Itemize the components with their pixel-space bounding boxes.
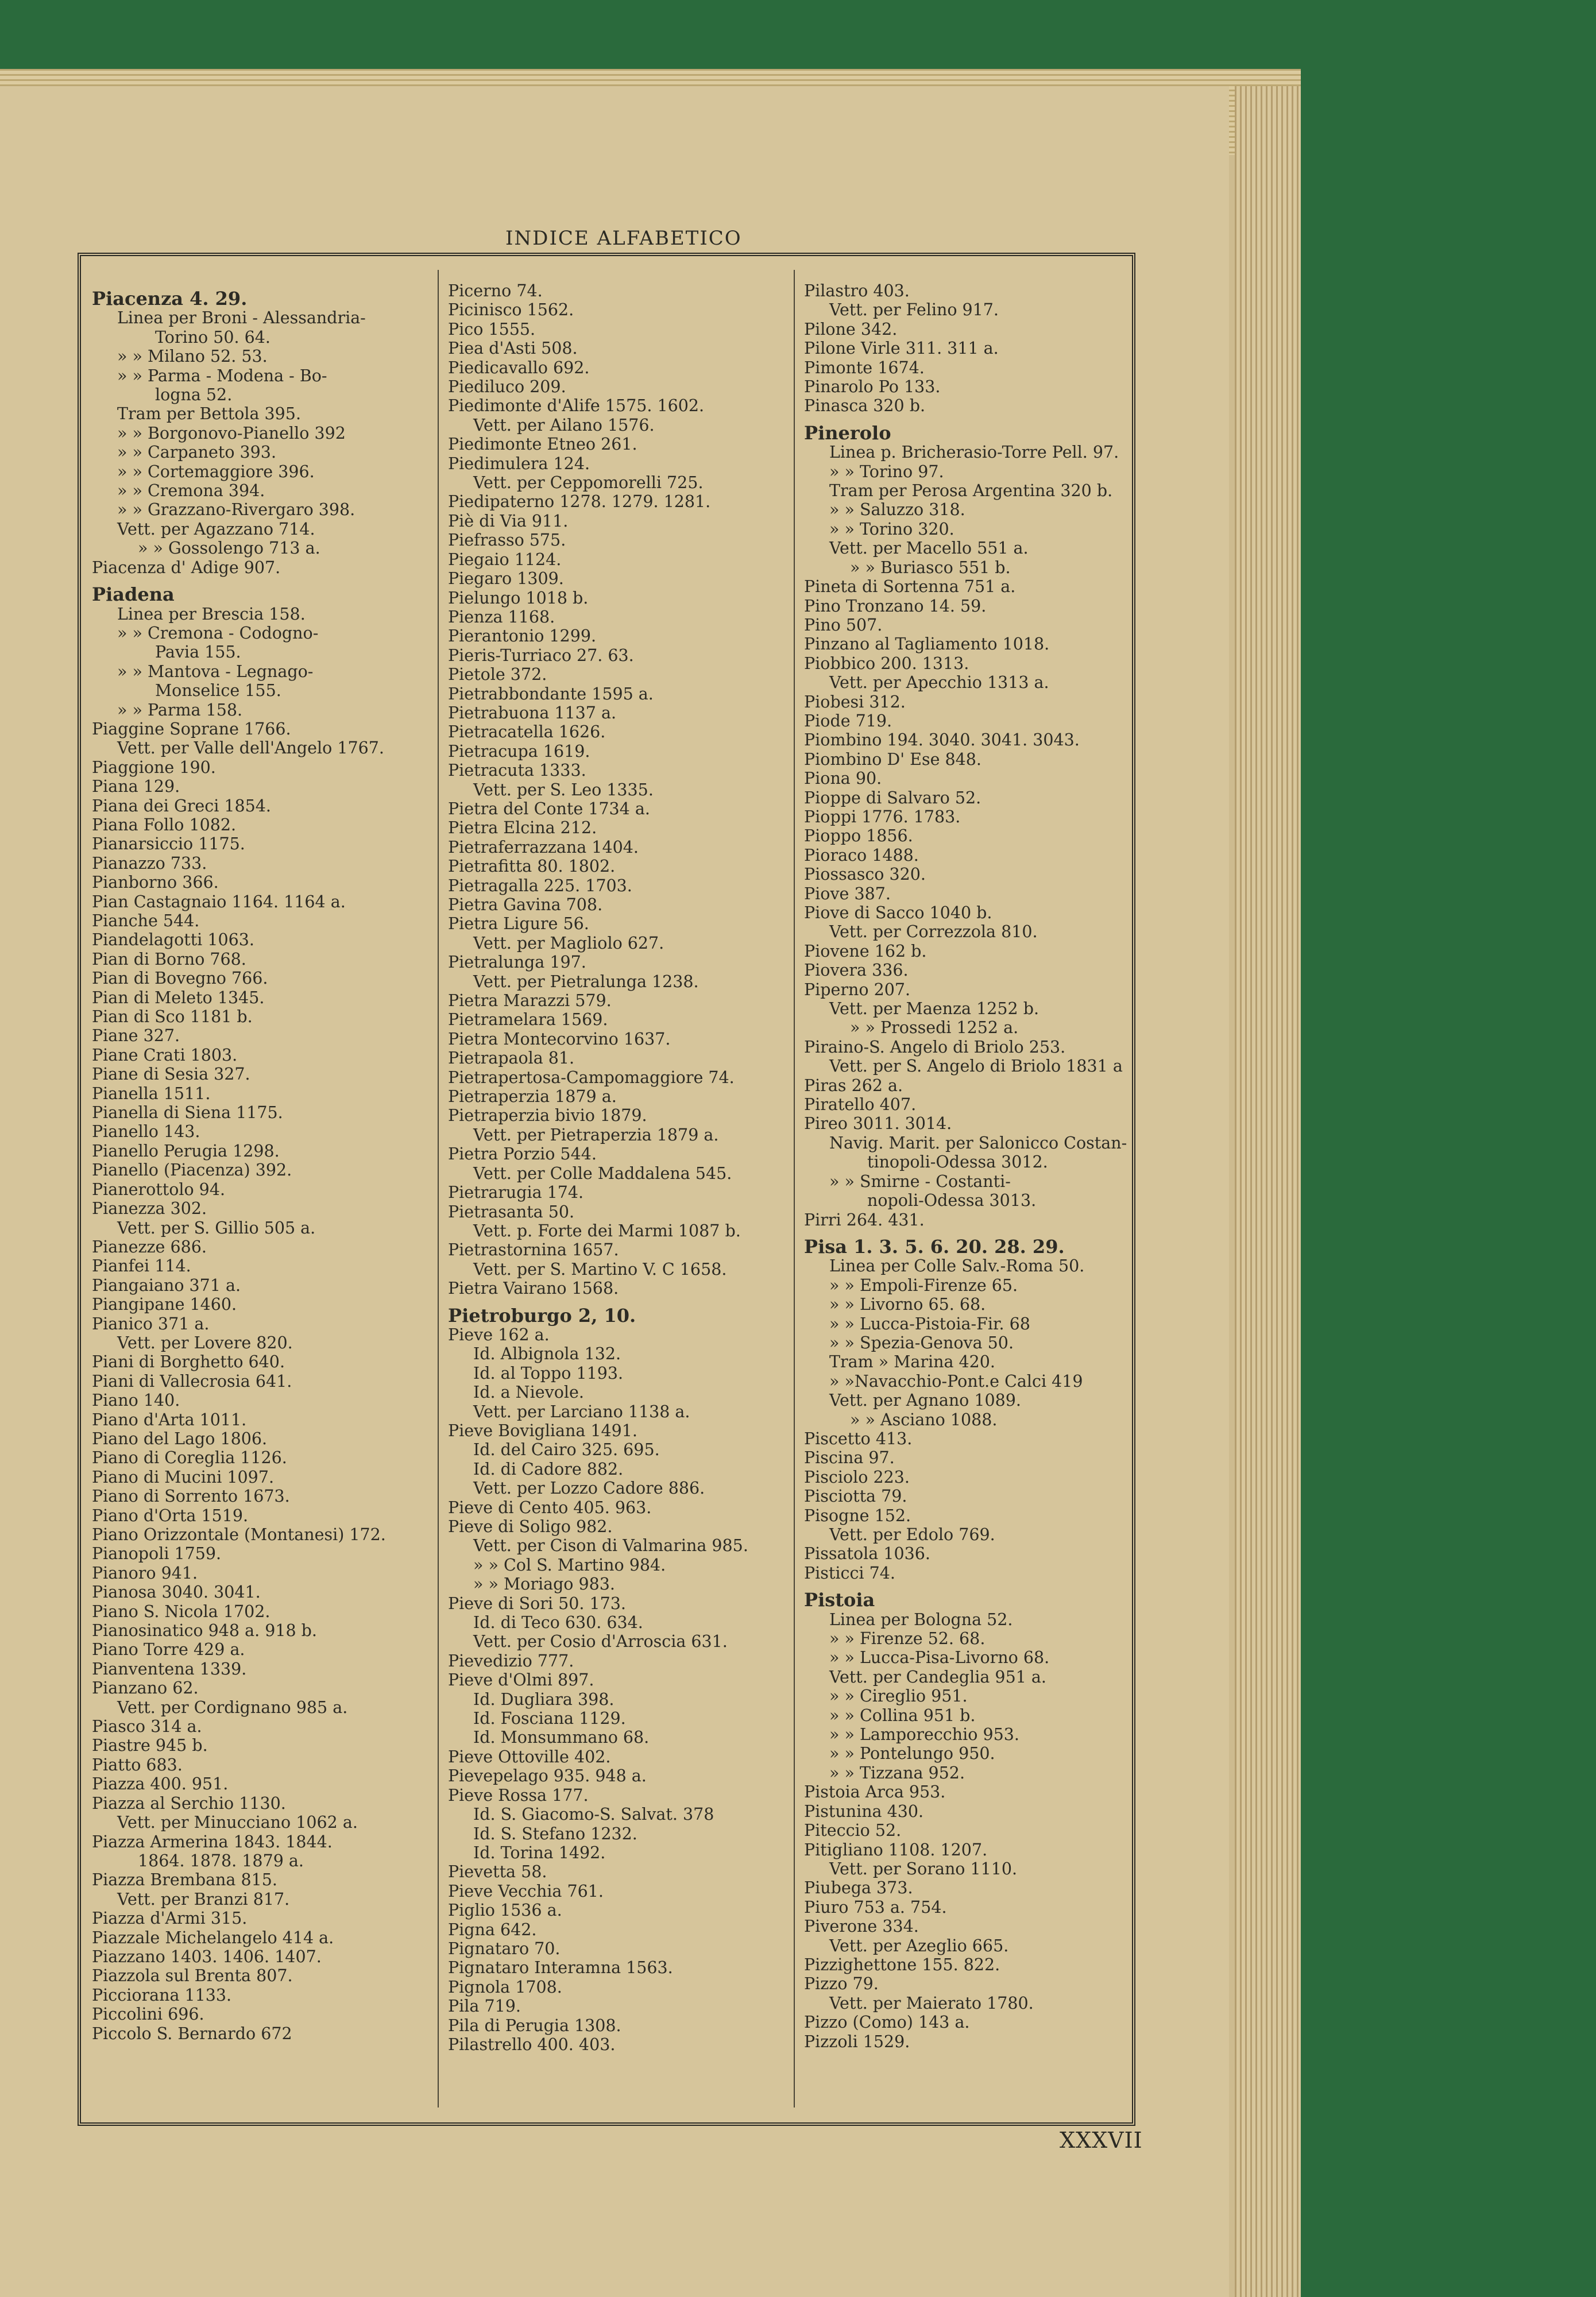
index-entry: Piode 719. [804, 711, 892, 730]
index-entry: Pinasca 320 b. [804, 396, 926, 416]
index-entry: Pierantonio 1299. [448, 627, 597, 646]
index-entry: Pistoia Arca 953. [804, 1782, 946, 1802]
index-entry: Piangipane 1460. [92, 1295, 237, 1314]
index-entry: Piedimonte Etneo 261. [448, 435, 637, 454]
index-entry: Linea per Colle Salv.-Roma 50. [829, 1256, 1085, 1276]
index-entry: Piazza Armerina 1843. 1844. [92, 1832, 333, 1851]
index-entry: Id. di Cadore 882. [473, 1459, 624, 1479]
index-entry: Vett. per Larciano 1138 a. [473, 1402, 690, 1421]
index-entry: Pieve di Soligo 982. [448, 1517, 613, 1536]
index-entry: Id. Fosciana 1129. [473, 1709, 626, 1728]
index-entry: Pietrabbondante 1595 a. [448, 684, 654, 703]
index-entry: Vett. per Agnano 1089. [829, 1391, 1021, 1410]
index-entry: Pavia 155. [155, 643, 241, 662]
index-entry: » » Mantova - Legnago- [117, 662, 314, 681]
index-entry: Id. S. Giacomo-S. Salvat. 378 [473, 1805, 714, 1824]
index-entry: Pian di Meleto 1345. [92, 988, 265, 1007]
index-entry: Linea per Brescia 158. [117, 604, 306, 624]
index-entry: Piè di Via 911. [448, 511, 569, 531]
index-entry: Pila 719. [448, 1997, 521, 2016]
index-entry: Piedimonte d'Alife 1575. 1602. [448, 396, 705, 416]
index-entry: Pietrarugia 174. [448, 1183, 584, 1202]
index-entry: Vett. per S. Leo 1335. [473, 780, 654, 799]
index-entry: Piano Torre 429 a. [92, 1640, 245, 1660]
index-entry: Pisogne 152. [804, 1506, 911, 1525]
index-heading: Pistoia [804, 1589, 875, 1611]
index-entry: Pieve di Cento 405. 963. [448, 1498, 652, 1517]
index-entry: » » Pontelungo 950. [829, 1744, 995, 1764]
index-entry: Piccolo S. Bernardo 672 [92, 2024, 292, 2043]
index-entry: Piegaio 1124. [448, 550, 562, 569]
index-entry: Pieve d'Olmi 897. [448, 1670, 594, 1690]
index-entry: Pianazzo 733. [92, 853, 207, 873]
index-entry: Piane Crati 1803. [92, 1045, 238, 1065]
index-entry: Pino 507. [804, 615, 883, 635]
index-entry: Pilastro 403. [804, 281, 910, 300]
index-entry: » » Torino 320. [829, 519, 954, 539]
index-entry: Pietra Elcina 212. [448, 818, 597, 838]
index-entry: Pignataro Interamna 1563. [448, 1958, 673, 1978]
index-entry: Piana Follo 1082. [92, 815, 237, 834]
index-entry: » »Navacchio-Pont.e Calci 419 [829, 1371, 1083, 1391]
index-entry: » » Livorno 65. 68. [829, 1295, 986, 1314]
index-entry: Id. Monsummano 68. [473, 1728, 650, 1747]
index-entry: Piazza al Serchio 1130. [92, 1793, 286, 1813]
index-entry: Vett. per Minucciano 1062 a. [117, 1813, 358, 1832]
index-entry: Pianoro 941. [92, 1563, 198, 1583]
index-entry: Id. di Teco 630. 634. [473, 1613, 643, 1633]
index-entry: » » Col S. Martino 984. [473, 1555, 666, 1575]
index-entry: Pilastrello 400. 403. [448, 2035, 616, 2054]
index-entry: Id. al Toppo 1193. [473, 1363, 624, 1383]
index-entry: Pico 1555. [448, 319, 536, 339]
index-entry: Vett. per Cordignano 985 a. [117, 1697, 348, 1717]
index-entry: Pianosa 3040. 3041. [92, 1583, 261, 1602]
index-entry: Pienza 1168. [448, 607, 555, 627]
index-entry: Vett. per Edolo 769. [829, 1525, 995, 1544]
index-entry: Piandelagotti 1063. [92, 930, 254, 950]
index-entry: Linea per Broni - Alessandria- [117, 308, 366, 328]
index-entry: Pietra Porzio 544. [448, 1144, 597, 1164]
index-entry: Piedicavallo 692. [448, 358, 590, 377]
index-entry: Piano di Mucini 1097. [92, 1467, 275, 1487]
page-number: XXXVII [1060, 2128, 1143, 2153]
index-entry: Piossasco 320. [804, 865, 926, 884]
index-entry: Vett. per Cison di Valmarina 985. [473, 1536, 748, 1556]
index-entry: Pitigliano 1108. 1207. [804, 1840, 988, 1859]
index-entry: logna 52. [155, 385, 233, 405]
index-entry: Piras 262 a. [804, 1076, 903, 1095]
index-entry: Pissatola 1036. [804, 1544, 930, 1564]
index-entry: Piombino 194. 3040. 3041. 3043. [804, 730, 1080, 750]
index-entry: Pilone Virle 311. 311 a. [804, 339, 999, 358]
index-entry: Pila di Perugia 1308. [448, 2016, 621, 2035]
index-entry: Vett. per S. Angelo di Briolo 1831 a [829, 1057, 1123, 1076]
page-stack-edge [1235, 86, 1301, 2297]
index-entry: Pineta di Sortenna 751 a. [804, 577, 1016, 597]
index-entry: Piazzale Michelangelo 414 a. [92, 1928, 334, 1947]
index-entry: Piasco 314 a. [92, 1717, 202, 1737]
index-entry: Piaggione 190. [92, 757, 216, 777]
index-entry: Piano S. Nicola 1702. [92, 1602, 270, 1621]
index-entry: Pieve Vecchia 761. [448, 1881, 604, 1901]
index-entry: Pietramelara 1569. [448, 1010, 608, 1030]
index-entry: Vett. per Macello 551 a. [829, 539, 1029, 558]
index-entry: Pian Castagnaio 1164. 1164 a. [92, 892, 346, 911]
index-entry: » » Tizzana 952. [829, 1763, 965, 1782]
index-entry: » » Cremona 394. [117, 481, 265, 501]
index-entry: Pizzo 79. [804, 1974, 879, 1994]
index-entry: Vett. per Pietraperzia 1879 a. [473, 1125, 719, 1144]
index-entry: Piazzola sul Brenta 807. [92, 1966, 293, 1986]
index-entry: Piana 129. [92, 777, 180, 796]
index-entry: Pianezze 686. [92, 1237, 207, 1256]
index-entry: Piano di Coreglia 1126. [92, 1448, 287, 1468]
index-entry: Tram per Bettola 395. [117, 404, 301, 424]
index-entry: Pianarsiccio 1175. [92, 834, 245, 854]
index-entry: Pireo 3011. 3014. [804, 1114, 952, 1134]
index-entry: Vett. per Maierato 1780. [829, 1993, 1034, 2013]
index-entry: » » Cireglio 951. [829, 1687, 968, 1706]
index-entry: Pietracuta 1333. [448, 761, 586, 780]
index-entry: Pianzano 62. [92, 1679, 199, 1698]
index-entry: » » Torino 97. [829, 462, 944, 481]
index-entry: » » Parma - Modena - Bo- [117, 366, 327, 385]
index-entry: Piastre 945 b. [92, 1736, 208, 1755]
index-entry: Piedipaterno 1278. 1279. 1281. [448, 492, 711, 512]
index-entry: Vett. per Sorano 1110. [829, 1859, 1018, 1878]
index-entry: Piatto 683. [92, 1755, 183, 1774]
index-entry: Pievepelago 935. 948 a. [448, 1766, 647, 1786]
index-entry: Piazza Brembana 815. [92, 1870, 277, 1890]
index-entry: Pietrastornina 1657. [448, 1240, 619, 1260]
index-entry: Piediluco 209. [448, 377, 566, 397]
index-entry: Pieve Rossa 177. [448, 1785, 589, 1805]
index-column-1 [92, 281, 436, 2043]
index-entry: Pisciotta 79. [804, 1487, 907, 1506]
index-entry: Id. a Nievole. [473, 1383, 584, 1402]
index-entry: Piedimulera 124. [448, 454, 590, 473]
index-entry: Vett. per Magliolo 627. [473, 933, 664, 953]
index-entry: Linea per Bologna 52. [829, 1610, 1013, 1629]
index-entry: Piazzano 1403. 1406. 1407. [92, 1947, 322, 1966]
index-entry: » » Cortemaggiore 396. [117, 462, 315, 481]
index-entry: » » Spezia-Genova 50. [829, 1333, 1014, 1352]
index-entry: Pizzighettone 155. 822. [804, 1955, 1000, 1974]
index-entry: Vett. per S. Martino V. C 1658. [473, 1259, 727, 1279]
index-entry: Piangaiano 371 a. [92, 1275, 241, 1295]
index-entry: Vett. per Agazzano 714. [117, 519, 315, 539]
index-entry: Tram per Perosa Argentina 320 b. [829, 481, 1113, 501]
index-entry: Pian di Borno 768. [92, 949, 246, 969]
index-entry: Pistunina 430. [804, 1801, 924, 1821]
index-entry: Pieve 162 a. [448, 1325, 550, 1344]
index-entry: Pianella di Siena 1175. [92, 1103, 283, 1123]
index-entry: Piona 90. [804, 769, 882, 788]
index-entry: Pirri 264. 431. [804, 1210, 925, 1229]
index-column-3 [804, 281, 1137, 2051]
index-entry: Pianche 544. [92, 911, 200, 930]
index-entry: Piano d'Arta 1011. [92, 1410, 247, 1429]
index-entry: Pietrabuona 1137 a. [448, 703, 617, 722]
index-entry: » » Saluzzo 318. [829, 500, 965, 520]
index-entry: Vett. per S. Gillio 505 a. [117, 1218, 316, 1238]
index-heading: Piadena [92, 583, 175, 606]
index-entry: Pielungo 1018 b. [448, 588, 589, 608]
index-entry: Pizzo (Como) 143 a. [804, 2013, 970, 2032]
index-entry: Pianborno 366. [92, 873, 219, 892]
index-entry: Vett. per Apecchio 1313 a. [829, 673, 1049, 693]
index-entry: Pianello 143. [92, 1122, 200, 1142]
index-heading: Piacenza 4. 29. [92, 288, 248, 310]
index-entry: Pioraco 1488. [804, 845, 919, 865]
index-entry: Piano di Sorrento 1673. [92, 1487, 290, 1506]
index-entry: Piefrasso 575. [448, 531, 566, 550]
index-heading: Pietroburgo 2, 10. [448, 1304, 636, 1327]
index-entry: Pietraperzia 1879 a. [448, 1087, 617, 1107]
index-entry: Piane di Sesia 327. [92, 1065, 250, 1084]
index-entry: » » Parma 158. [117, 700, 243, 720]
index-entry: Vett. per Branzi 817. [117, 1889, 290, 1909]
index-entry: Id. S. Stefano 1232. [473, 1824, 637, 1843]
index-entry: Pisciolo 223. [804, 1467, 910, 1487]
index-entry: Pietracupa 1619. [448, 741, 590, 761]
index-entry: Pizzoli 1529. [804, 2032, 910, 2051]
index-entry: Pietra Montecorvino 1637. [448, 1029, 671, 1049]
index-entry: Piacenza d' Adige 907. [92, 558, 281, 577]
index-entry: Piano d'Orta 1519. [92, 1506, 249, 1525]
index-entry: Pisticci 74. [804, 1563, 895, 1583]
index-entry: Pioppo 1856. [804, 826, 913, 846]
index-entry: Pietragalla 225. 1703. [448, 876, 632, 895]
index-entry: Navig. Marit. per Salonicco Costan- [829, 1133, 1127, 1153]
index-entry: » » Empoli-Firenze 65. [829, 1275, 1018, 1295]
index-entry: Piani di Vallecrosia 641. [92, 1371, 292, 1391]
index-entry: Pianosinatico 948 a. 918 b. [92, 1621, 317, 1641]
index-entry: Pianella 1511. [92, 1084, 211, 1103]
index-entry: Vett. per Lovere 820. [117, 1333, 293, 1352]
index-entry: Pilone 342. [804, 319, 898, 339]
index-entry: Pianventena 1339. [92, 1659, 247, 1679]
index-entry: » » Carpaneto 393. [117, 443, 276, 462]
index-entry: Vett. per Felino 917. [829, 300, 999, 320]
index-entry: Pietra del Conte 1734 a. [448, 799, 650, 818]
index-entry: » » Lucca-Pistoia-Fir. 68 [829, 1314, 1030, 1333]
index-entry: Pino Tronzano 14. 59. [804, 596, 987, 616]
index-entry: Pietra Ligure 56. [448, 914, 589, 934]
index-entry: Vett. per Colle Maddalena 545. [473, 1163, 732, 1183]
index-entry: Pievetta 58. [448, 1862, 547, 1882]
index-entry: Piteccio 52. [804, 1821, 902, 1840]
index-entry: » » Firenze 52. 68. [829, 1629, 986, 1649]
index-entry: Tram » Marina 420. [829, 1352, 995, 1372]
index-entry: Pietraferrazzana 1404. [448, 837, 639, 857]
index-entry: Pieve Ottoville 402. [448, 1747, 611, 1766]
index-entry: Pianello (Piacenza) 392. [92, 1161, 292, 1180]
index-entry: » » Lucca-Pisa-Livorno 68. [829, 1648, 1050, 1668]
index-entry: Vett. per Maenza 1252 b. [829, 999, 1039, 1019]
index-entry: Pianico 371 a. [92, 1314, 210, 1333]
index-entry: Pietra Marazzi 579. [448, 991, 612, 1011]
index-entry: Pietraperzia bivio 1879. [448, 1106, 647, 1126]
index-entry: nopoli-Odessa 3013. [867, 1191, 1037, 1211]
index-entry: » » Grazzano-Rivergaro 398. [117, 500, 355, 520]
running-head: INDICE ALFABETICO [505, 227, 742, 250]
index-column-2 [448, 281, 793, 2054]
index-heading: Pinerolo [804, 421, 891, 444]
index-entry: Piove 387. [804, 884, 891, 903]
index-entry: Monselice 155. [155, 681, 281, 701]
index-entry: Pieve Bovigliana 1491. [448, 1421, 637, 1440]
index-entry: Piana dei Greci 1854. [92, 796, 271, 815]
index-entry: » » Prossedi 1252 a. [850, 1018, 1019, 1038]
index-entry: Vett. p. Forte dei Marmi 1087 b. [473, 1221, 741, 1240]
index-entry: Piombino D' Ese 848. [804, 749, 981, 769]
index-entry: Pigna 642. [448, 1920, 537, 1939]
index-entry: Piazza d'Armi 315. [92, 1909, 248, 1928]
index-entry: Vett. per Lozzo Cadore 886. [473, 1479, 705, 1498]
index-entry: Pietra Vairano 1568. [448, 1279, 619, 1298]
index-entry: Id. del Cairo 325. 695. [473, 1440, 660, 1460]
index-entry: Pianerottolo 94. [92, 1180, 226, 1199]
index-entry: Piove di Sacco 1040 b. [804, 903, 992, 922]
index-entry: Vett. per Ailano 1576. [473, 415, 655, 435]
index-entry: Piea d'Asti 508. [448, 339, 578, 358]
index-entry: Piscetto 413. [804, 1429, 913, 1448]
index-entry: Linea p. Bricherasio-Torre Pell. 97. [829, 443, 1119, 462]
index-entry: Vett. per Ceppomorelli 725. [473, 473, 704, 493]
index-entry: Piani di Borghetto 640. [92, 1352, 285, 1372]
index-entry: Piazza 400. 951. [92, 1774, 229, 1794]
index-entry: Vett. per Pietralunga 1238. [473, 972, 699, 991]
index-entry: Pietra Gavina 708. [448, 895, 603, 914]
index-entry: Pietrapaola 81. [448, 1049, 575, 1068]
index-entry: Pignola 1708. [448, 1977, 562, 1997]
index-entry: Piobbico 200. 1313. [804, 653, 969, 673]
index-entry: Pietrafitta 80. 1802. [448, 857, 616, 876]
index-entry: Pianezza 302. [92, 1199, 207, 1219]
index-entry: Piane 327. [92, 1026, 180, 1046]
index-entry: Piubega 373. [804, 1878, 913, 1898]
index-entry: Pinarolo Po 133. [804, 377, 941, 397]
column-rule [794, 270, 795, 2107]
index-entry: Piano 140. [92, 1391, 180, 1410]
index-entry: Pian di Sco 1181 b. [92, 1007, 253, 1027]
index-entry: » » Smirne - Costanti- [829, 1171, 1011, 1191]
index-entry: Pignataro 70. [448, 1939, 561, 1958]
index-entry: » » Gossolengo 713 a. [138, 539, 320, 558]
index-entry: » » Lamporecchio 953. [829, 1725, 1019, 1745]
index-entry: Pimonte 1674. [804, 358, 925, 377]
index-entry: Vett. per Cosio d'Arroscia 631. [473, 1632, 728, 1652]
index-entry: Id. Dugliara 398. [473, 1689, 615, 1709]
index-entry: Vett. per Correzzola 810. [829, 922, 1038, 942]
index-entry: » » Moriago 983. [473, 1575, 615, 1594]
index-entry: Piverone 334. [804, 1917, 919, 1936]
index-entry: Pinzano al Tagliamento 1018. [804, 635, 1050, 654]
index-entry: Pianfei 114. [92, 1256, 191, 1276]
index-entry: Piraino-S. Angelo di Briolo 253. [804, 1037, 1066, 1057]
index-entry: Piperno 207. [804, 980, 911, 999]
index-entry: Piuro 753 a. 754. [804, 1897, 947, 1917]
index-entry: Pietole 372. [448, 665, 547, 685]
index-entry: Pieris-Turriaco 27. 63. [448, 645, 634, 665]
column-rule [438, 270, 439, 2107]
index-entry: Vett. per Valle dell'Angelo 1767. [117, 738, 384, 758]
index-entry: Piaggine Soprane 1766. [92, 719, 291, 738]
index-entry: Id. Albignola 132. [473, 1344, 621, 1364]
index-entry: Piegaro 1309. [448, 569, 564, 589]
index-entry: Piccolini 696. [92, 2005, 204, 2024]
index-entry: Pian di Bovegno 766. [92, 969, 268, 988]
index-entry: Pietralunga 197. [448, 953, 586, 972]
index-entry: » » Borgonovo-Pianello 392 [117, 423, 346, 443]
index-entry: Piglio 1536 a. [448, 1901, 562, 1920]
index-entry: Piratello 407. [804, 1095, 917, 1115]
index-entry: Piovera 336. [804, 961, 909, 980]
index-entry: Id. Torina 1492. [473, 1843, 606, 1862]
index-entry: Pietrasanta 50. [448, 1202, 575, 1221]
index-entry: Torino 50. 64. [155, 327, 270, 347]
index-entry: Piano del Lago 1806. [92, 1429, 268, 1448]
index-entry: Pianopoli 1759. [92, 1544, 222, 1564]
index-heading: Pisa 1. 3. 5. 6. 20. 28. 29. [804, 1235, 1065, 1258]
index-entry: Pievedizio 777. [448, 1651, 574, 1670]
index-entry: Vett. per Candeglia 951 a. [829, 1667, 1046, 1687]
index-entry: » » Cremona - Codogno- [117, 623, 319, 643]
index-entry: Pioppi 1776. 1783. [804, 807, 961, 826]
index-entry: » » Collina 951 b. [829, 1706, 976, 1725]
index-entry: Piano Orizzontale (Montanesi) 172. [92, 1525, 386, 1544]
index-entry: » » Asciano 1088. [850, 1410, 998, 1429]
index-entry: Picciorana 1133. [92, 1985, 232, 2005]
index-entry: Piovene 162 b. [804, 941, 927, 961]
index-entry: Picinisco 1562. [448, 300, 574, 320]
index-entry: Pianello Perugia 1298. [92, 1141, 280, 1161]
index-entry: Pieve di Sori 50. 173. [448, 1594, 626, 1613]
index-entry: tinopoli-Odessa 3012. [867, 1153, 1048, 1172]
index-entry: » » Milano 52. 53. [117, 347, 268, 366]
index-entry: Picerno 74. [448, 281, 543, 300]
index-entry: Pietracatella 1626. [448, 722, 606, 742]
index-entry: Vett. per Azeglio 665. [829, 1936, 1009, 1955]
index-entry: » » Buriasco 551 b. [850, 558, 1011, 577]
index-entry: 1864. 1878. 1879 a. [138, 1851, 304, 1870]
index-entry: Piscina 97. [804, 1448, 895, 1468]
index-entry: Pietrapertosa-Campomaggiore 74. [448, 1068, 735, 1087]
index-entry: Pioppe di Salvaro 52. [804, 788, 981, 807]
index-entry: Piobesi 312. [804, 692, 906, 711]
